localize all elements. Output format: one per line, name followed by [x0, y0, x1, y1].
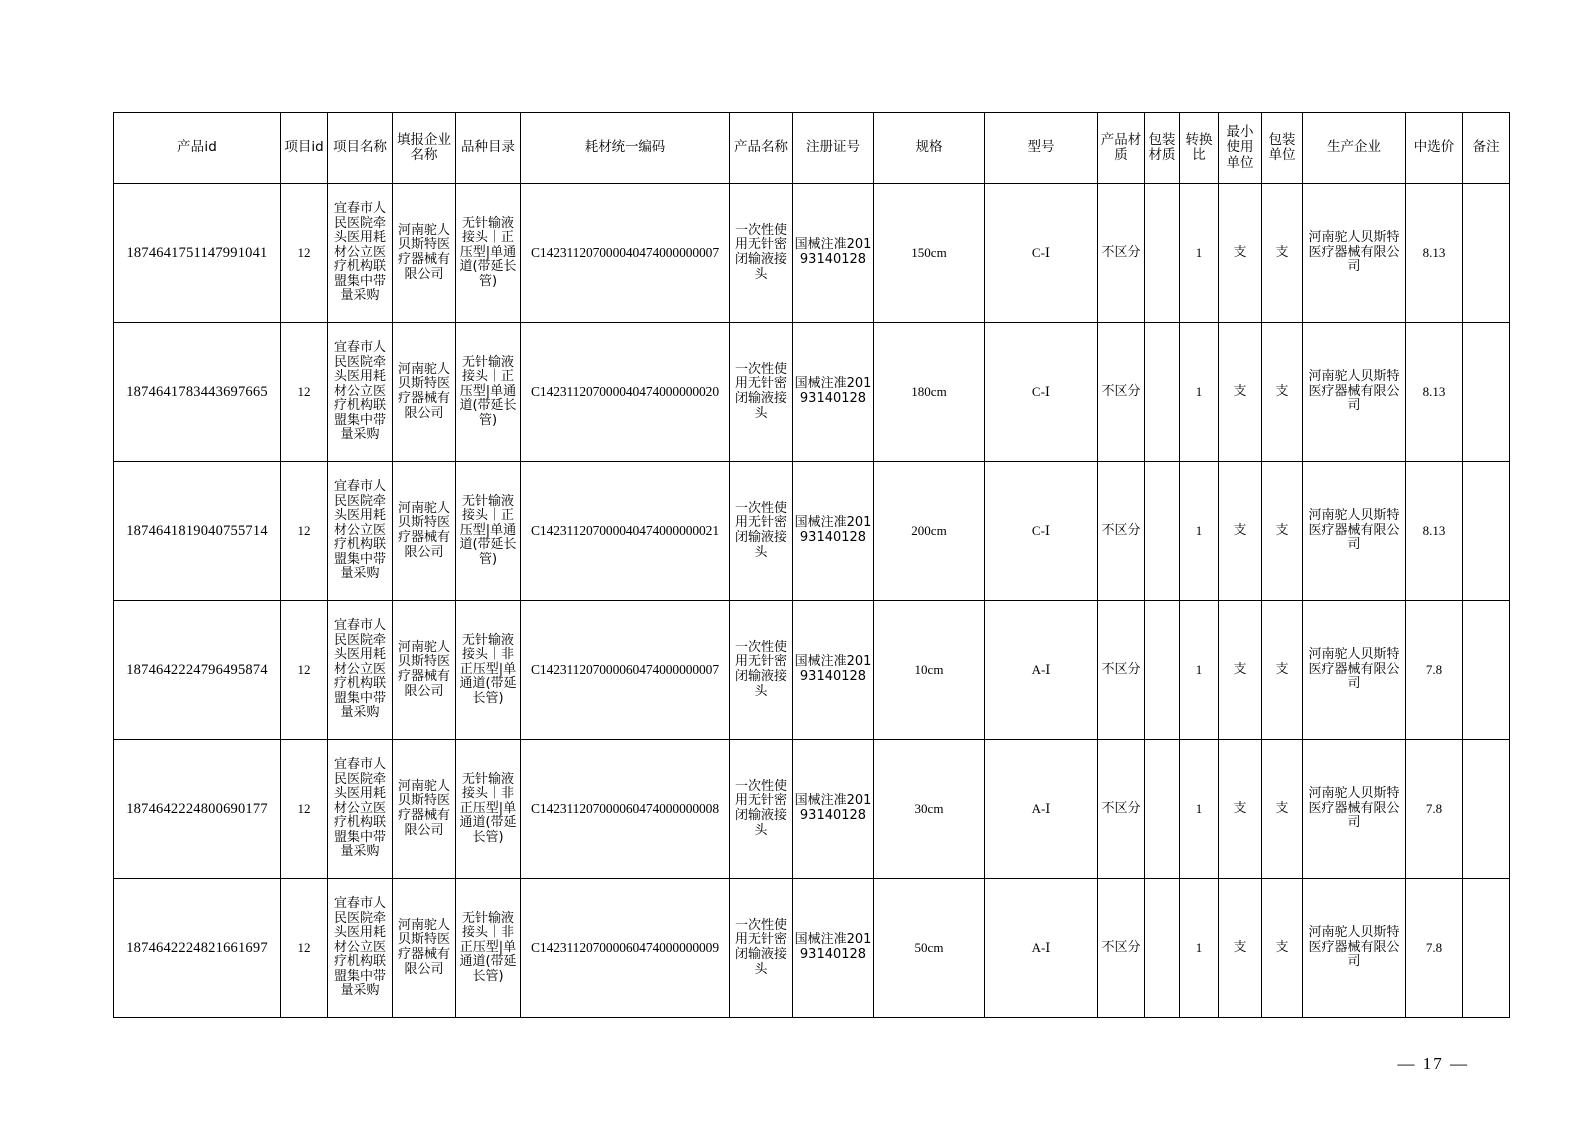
cell-reg-no: 国械注准20193140128 [793, 601, 874, 740]
cell-pkg-material [1145, 879, 1180, 1018]
table-row [114, 323, 1510, 462]
cell-product-name: 一次性使用无针密闭输液接头 [730, 601, 793, 740]
cell-product-name: 一次性使用无针密闭输液接头 [730, 462, 793, 601]
cell-code: C142311207000040474000000021 [521, 462, 730, 601]
cell-project-name: 宜春市人民医院牵头医用耗材公立医疗机构联盟集中带量采购 [328, 879, 393, 1018]
cell-project-id: 12 [281, 323, 328, 462]
cell-project-name: 宜春市人民医院牵头医用耗材公立医疗机构联盟集中带量采购 [328, 323, 393, 462]
cell-product-id: 1874641751147991041 [114, 184, 281, 323]
cell-project-name: 宜春市人民医院牵头医用耗材公立医疗机构联盟集中带量采购 [328, 601, 393, 740]
column-header-spec: 规格 [874, 113, 985, 184]
cell-category: 无针输液接头｜正压型|单通道(带延长管) [456, 184, 521, 323]
cell-material: 不区分 [1098, 323, 1145, 462]
cell-manufacturer: 河南驼人贝斯特医疗器械有限公司 [1303, 462, 1406, 601]
cell-pkg-unit: 支 [1262, 601, 1303, 740]
table-header [114, 113, 1510, 184]
cell-enterprise: 河南驼人贝斯特医疗器械有限公司 [393, 601, 456, 740]
cell-enterprise: 河南驼人贝斯特医疗器械有限公司 [393, 323, 456, 462]
cell-material: 不区分 [1098, 740, 1145, 879]
cell-reg-no: 国械注准20193140128 [793, 879, 874, 1018]
column-header-price: 中选价 [1406, 113, 1463, 184]
cell-remark [1463, 601, 1510, 740]
cell-remark [1463, 323, 1510, 462]
cell-enterprise: 河南驼人贝斯特医疗器械有限公司 [393, 184, 456, 323]
procurement-table-container [113, 112, 1500, 1018]
cell-model: C-Ⅰ [985, 184, 1098, 323]
column-header-project-name: 项目名称 [328, 113, 393, 184]
cell-pkg-material [1145, 462, 1180, 601]
cell-material: 不区分 [1098, 462, 1145, 601]
cell-min-unit: 支 [1219, 740, 1262, 879]
cell-product-id: 1874642224796495874 [114, 601, 281, 740]
column-header-code: 耗材统一编码 [521, 113, 730, 184]
cell-project-id: 12 [281, 879, 328, 1018]
cell-manufacturer: 河南驼人贝斯特医疗器械有限公司 [1303, 740, 1406, 879]
cell-code: C142311207000040474000000007 [521, 184, 730, 323]
cell-model: A-Ⅰ [985, 601, 1098, 740]
cell-project-id: 12 [281, 601, 328, 740]
cell-project-name: 宜春市人民医院牵头医用耗材公立医疗机构联盟集中带量采购 [328, 740, 393, 879]
cell-model: C-Ⅰ [985, 462, 1098, 601]
cell-project-id: 12 [281, 462, 328, 601]
cell-spec: 10cm [874, 601, 985, 740]
table-header-row [114, 113, 1510, 184]
cell-price: 8.13 [1406, 323, 1463, 462]
cell-project-name: 宜春市人民医院牵头医用耗材公立医疗机构联盟集中带量采购 [328, 184, 393, 323]
page-number: — 17 — [1397, 1054, 1469, 1073]
cell-remark [1463, 184, 1510, 323]
cell-material: 不区分 [1098, 601, 1145, 740]
cell-pkg-unit: 支 [1262, 740, 1303, 879]
column-header-product-name: 产品名称 [730, 113, 793, 184]
cell-manufacturer: 河南驼人贝斯特医疗器械有限公司 [1303, 601, 1406, 740]
column-header-manufacturer: 生产企业 [1303, 113, 1406, 184]
cell-model: A-Ⅰ [985, 879, 1098, 1018]
cell-spec: 50cm [874, 879, 985, 1018]
cell-spec: 200cm [874, 462, 985, 601]
cell-project-name: 宜春市人民医院牵头医用耗材公立医疗机构联盟集中带量采购 [328, 462, 393, 601]
cell-project-id: 12 [281, 184, 328, 323]
procurement-table [113, 112, 1510, 1018]
cell-pkg-unit: 支 [1262, 462, 1303, 601]
table-row [114, 601, 1510, 740]
column-header-ratio: 转换比 [1180, 113, 1219, 184]
cell-pkg-material [1145, 740, 1180, 879]
cell-code: C142311207000060474000000008 [521, 740, 730, 879]
cell-min-unit: 支 [1219, 184, 1262, 323]
cell-ratio: 1 [1180, 879, 1219, 1018]
cell-material: 不区分 [1098, 184, 1145, 323]
cell-reg-no: 国械注准20193140128 [793, 740, 874, 879]
column-header-enterprise: 填报企业名称 [393, 113, 456, 184]
cell-reg-no: 国械注准20193140128 [793, 462, 874, 601]
cell-enterprise: 河南驼人贝斯特医疗器械有限公司 [393, 462, 456, 601]
cell-manufacturer: 河南驼人贝斯特医疗器械有限公司 [1303, 879, 1406, 1018]
cell-min-unit: 支 [1219, 323, 1262, 462]
cell-pkg-material [1145, 601, 1180, 740]
table-row [114, 184, 1510, 323]
cell-code: C142311207000060474000000009 [521, 879, 730, 1018]
cell-remark [1463, 462, 1510, 601]
cell-category: 无针输液接头｜非正压型|单通道(带延长管) [456, 879, 521, 1018]
cell-code: C142311207000060474000000007 [521, 601, 730, 740]
cell-manufacturer: 河南驼人贝斯特医疗器械有限公司 [1303, 184, 1406, 323]
table-row [114, 740, 1510, 879]
cell-model: A-Ⅰ [985, 740, 1098, 879]
cell-material: 不区分 [1098, 879, 1145, 1018]
cell-price: 7.8 [1406, 879, 1463, 1018]
column-header-material: 产品材质 [1098, 113, 1145, 184]
cell-pkg-material [1145, 323, 1180, 462]
cell-category: 无针输液接头｜正压型|单通道(带延长管) [456, 323, 521, 462]
cell-ratio: 1 [1180, 184, 1219, 323]
cell-pkg-material [1145, 184, 1180, 323]
cell-reg-no: 国械注准20193140128 [793, 184, 874, 323]
cell-product-name: 一次性使用无针密闭输液接头 [730, 323, 793, 462]
column-header-category: 品种目录 [456, 113, 521, 184]
cell-pkg-unit: 支 [1262, 879, 1303, 1018]
cell-category: 无针输液接头｜非正压型|单通道(带延长管) [456, 740, 521, 879]
column-header-remark: 备注 [1463, 113, 1510, 184]
cell-remark [1463, 740, 1510, 879]
column-header-project-id: 项目id [281, 113, 328, 184]
cell-spec: 30cm [874, 740, 985, 879]
column-header-min-unit: 最小使用单位 [1219, 113, 1262, 184]
cell-category: 无针输液接头｜非正压型|单通道(带延长管) [456, 601, 521, 740]
cell-pkg-unit: 支 [1262, 184, 1303, 323]
table-row [114, 879, 1510, 1018]
cell-pkg-unit: 支 [1262, 323, 1303, 462]
cell-min-unit: 支 [1219, 601, 1262, 740]
cell-enterprise: 河南驼人贝斯特医疗器械有限公司 [393, 879, 456, 1018]
column-header-pkg-material: 包装材质 [1145, 113, 1180, 184]
cell-ratio: 1 [1180, 601, 1219, 740]
cell-ratio: 1 [1180, 323, 1219, 462]
cell-enterprise: 河南驼人贝斯特医疗器械有限公司 [393, 740, 456, 879]
cell-manufacturer: 河南驼人贝斯特医疗器械有限公司 [1303, 323, 1406, 462]
cell-product-name: 一次性使用无针密闭输液接头 [730, 740, 793, 879]
column-header-pkg-unit: 包装单位 [1262, 113, 1303, 184]
cell-product-id: 1874641783443697665 [114, 323, 281, 462]
cell-remark [1463, 879, 1510, 1018]
cell-model: C-Ⅰ [985, 323, 1098, 462]
column-header-product-id: 产品id [114, 113, 281, 184]
cell-spec: 150cm [874, 184, 985, 323]
cell-product-name: 一次性使用无针密闭输液接头 [730, 879, 793, 1018]
cell-price: 7.8 [1406, 740, 1463, 879]
table-body [114, 184, 1510, 1018]
cell-ratio: 1 [1180, 740, 1219, 879]
cell-product-id: 1874642224821661697 [114, 879, 281, 1018]
cell-code: C142311207000040474000000020 [521, 323, 730, 462]
cell-ratio: 1 [1180, 462, 1219, 601]
cell-price: 8.13 [1406, 184, 1463, 323]
cell-product-name: 一次性使用无针密闭输液接头 [730, 184, 793, 323]
table-row [114, 462, 1510, 601]
cell-project-id: 12 [281, 740, 328, 879]
cell-reg-no: 国械注准20193140128 [793, 323, 874, 462]
cell-min-unit: 支 [1219, 879, 1262, 1018]
column-header-reg-no: 注册证号 [793, 113, 874, 184]
cell-product-id: 1874642224800690177 [114, 740, 281, 879]
cell-product-id: 1874641819040755714 [114, 462, 281, 601]
cell-price: 7.8 [1406, 601, 1463, 740]
cell-spec: 180cm [874, 323, 985, 462]
cell-category: 无针输液接头｜正压型|单通道(带延长管) [456, 462, 521, 601]
cell-min-unit: 支 [1219, 462, 1262, 601]
cell-price: 8.13 [1406, 462, 1463, 601]
column-header-model: 型号 [985, 113, 1098, 184]
